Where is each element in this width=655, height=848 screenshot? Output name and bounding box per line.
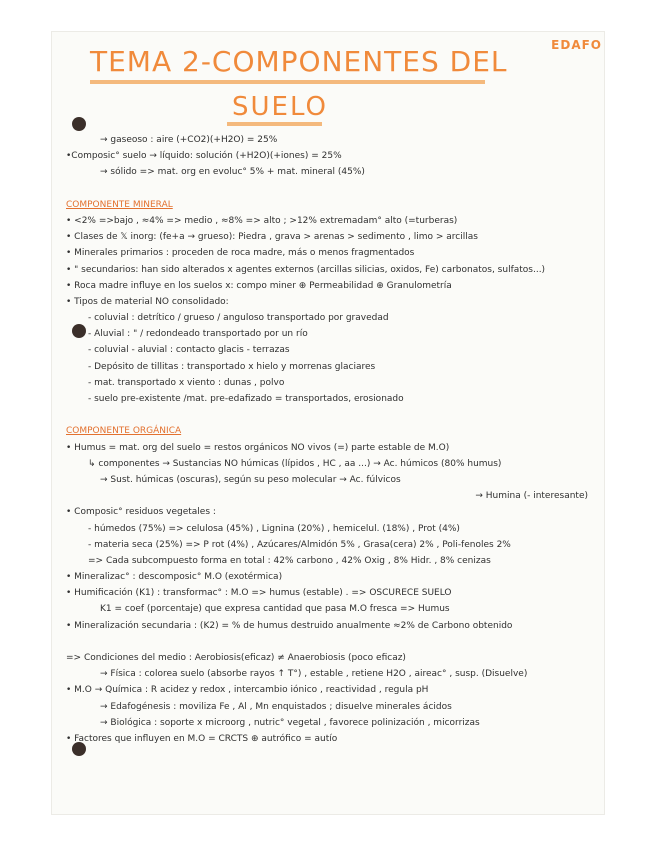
note-line: - mat. transportado x viento : dunas , polvo	[88, 377, 285, 388]
note-line: - coluvial - aluvial : contacto glacis - terrazas	[88, 345, 290, 356]
note-line: • Composic° residuos vegetales :	[66, 507, 216, 518]
note-line: • Roca madre influye en los suelos x: compo miner ⊕ Permeabilidad ⊕ Granulometría	[66, 280, 452, 291]
notebook-page	[52, 32, 604, 814]
note-line: → Edafogénesis : moviliza Fe , Al , Mn enquistados ; disuelve minerales ácidos	[100, 701, 452, 712]
note-line: → Sust. húmicas (oscuras), según su peso molecular → Ac. fúlvicos	[100, 474, 401, 485]
note-line: → sólido => mat. org en evoluc° 5% + mat. mineral (45%)	[100, 167, 365, 178]
note-line: - Depósito de tillitas : transportado x hielo y morrenas glaciares	[88, 361, 376, 372]
note-line: • Clases de 𝕏 inorg: (fe+a → grueso): Piedra , grava > arenas > sedimento , limo > arcillas	[66, 232, 478, 243]
note-line	[66, 634, 596, 650]
section-heading: COMPONENTE MINERAL	[66, 199, 173, 210]
note-line	[66, 181, 596, 197]
note-line: • Tipos de material NO consolidado:	[66, 296, 229, 307]
page-title: TEMA 2-COMPONENTES DEL	[90, 45, 508, 78]
note-line: - suelo pre-existente /mat. pre-edafizado = transportados, erosionado	[88, 394, 404, 404]
note-line: - Aluvial : " / redondeado transportado por un río	[88, 329, 308, 340]
note-line: • Humus = mat. org del suelo = restos orgánicos NO vivos (=) parte estable de M.O)	[66, 442, 450, 453]
section-heading: COMPONENTE ORGÁNICA	[66, 426, 182, 437]
title-underline-2	[227, 122, 322, 126]
note-line: → Biológica : soporte x microorg , nutric° vegetal , favorece polinización , micorrizas	[100, 717, 480, 728]
note-line: • Factores que influyen en M.O = CRCTS ⊕ autrófico = autío	[66, 733, 338, 744]
note-line: • <2% =>bajo , ≈4% => medio , ≈8% => alto ; >12% extremadam° alto (=turberas)	[66, 215, 458, 226]
note-line: => Condiciones del medio : Aerobiosis(eficaz) ≠ Anaerobiosis (poco eficaz)	[66, 653, 406, 663]
note-line: - coluvial : detrítico / grueso / anguloso transportado por gravedad	[88, 313, 389, 324]
note-line: • M.O → Química : R acidez y redox , intercambio iónico , reactividad , regula pH	[66, 685, 429, 696]
binder-hole	[72, 117, 86, 131]
notes-body	[66, 132, 596, 747]
note-line	[66, 407, 596, 423]
note-line: • Mineralización secundaria : (K2) = % de humus destruido anualmente ≈2% de Carbono obtenido	[66, 620, 513, 631]
note-line: • " secundarios: han sido alterados x agentes externos (arcillas silicias, oxidos, Fe) carbonatos, sulfatos...)	[66, 264, 546, 275]
note-line: • Mineralizac° : descomposic° M.O (exotérmica)	[66, 572, 283, 583]
title-underline	[90, 80, 485, 84]
note-line: => Cada subcompuesto forma en total : 42% carbono , 42% Oxig , 8% Hidr. , 8% cenizas	[88, 555, 491, 566]
note-line: - húmedos (75%) => celulosa (45%) , Lignina (20%) , hemicelul. (18%) , Prot (4%)	[88, 523, 460, 534]
page-tab: EDAFO	[551, 38, 602, 52]
note-line: •Composic° suelo → líquido: solución (+H2O)(+iones) = 25%	[66, 151, 342, 162]
note-line: K1 = coef (porcentaje) que expresa cantidad que pasa M.O fresca => Humus	[100, 604, 450, 615]
note-line: → gaseoso : aire (+CO2)(+H2O) = 25%	[100, 135, 278, 145]
note-line: → Humina (- interesante)	[475, 491, 588, 502]
note-line: → Física : colorea suelo (absorbe rayos ↑ T°) , estable , retiene H2O , aireac° , susp. (Disuelve)	[100, 669, 528, 680]
note-line: • Minerales primarios : proceden de roca madre, más o menos fragmentados	[66, 248, 415, 259]
page-subtitle: SUELO	[232, 92, 328, 122]
note-line: ↳ componentes → Sustancias NO húmicas (lípidos , HC , aa ...) → Ac. húmicos (80% humus)	[88, 458, 502, 469]
note-line: - materia seca (25%) => P rot (4%) , Azúcares/Almidón 5% , Grasa(cera) 2% , Poli-fenoles 2%	[88, 539, 511, 550]
note-line: • Humificación (K1) : transformac° : M.O => humus (estable) . => OSCURECE SUELO	[66, 588, 452, 599]
